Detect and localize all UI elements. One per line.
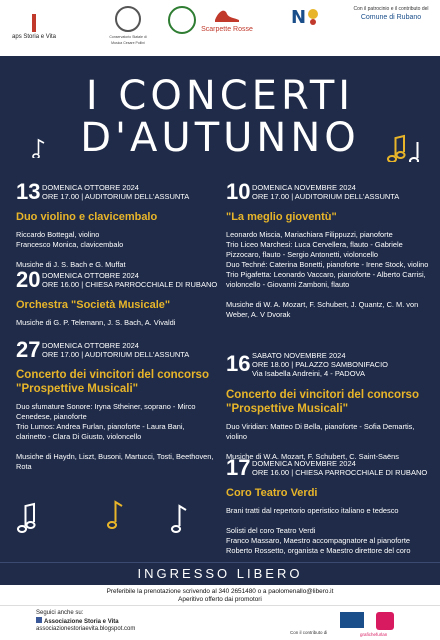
storia-e-vita-mark: [32, 14, 36, 32]
event-detail-line: Franco Massaro, Maestro accompagnatore al pianoforte: [226, 536, 411, 545]
red-shoe-icon: [213, 6, 241, 24]
event-detail-line: Brani tratti dal repertorio operistico italiano e tedesco: [226, 506, 399, 515]
main-panel: [0, 56, 440, 562]
event-place-line: ORE 18.00 | PALAZZO SAMBONIFACIO: [252, 360, 389, 369]
event-place-line: ORE 16.00 | CHIESA PARROCCHIALE DI RUBANO: [252, 468, 428, 477]
conservatorio-label: Conservatorio Statale di Musica Cesare Pollini: [109, 35, 147, 45]
event-date-line: SABATO NOVEMBRE 2024: [252, 351, 346, 360]
patrocinio-label: Con il patrocinio e il contributo del: [353, 6, 429, 12]
event-detail-line: Solisti del coro Teatro Verdi: [226, 526, 316, 535]
blog-link[interactable]: associazionestoriaevita.blogspot.com: [36, 626, 136, 632]
event-detail-line: Riccardo Bottegal, violino: [16, 230, 100, 239]
event-title: Coro Teatro Verdi: [226, 487, 318, 499]
ingresso-libero-banner: INGRESSO LIBERO: [0, 562, 440, 585]
sponsor-logo: [340, 612, 364, 628]
event-date-line: DOMENICA OTTOBRE 2024: [42, 341, 139, 350]
social-links: [36, 610, 135, 633]
svg-text:N: N: [291, 7, 307, 26]
seguici-label: Seguici anche su:: [36, 610, 84, 616]
grafiche-furlan-label: grafichefurlan: [360, 632, 388, 637]
facebook-link[interactable]: [36, 617, 135, 626]
music-notes-icon: [386, 132, 424, 162]
footer: [0, 605, 440, 640]
event-10: [226, 180, 430, 320]
event-date: [226, 348, 430, 384]
event-date: [226, 180, 430, 206]
event-detail-line: Duo sfumature Sonore: Iryna Stheiner, soprano - Mirco Cenedese, pianoforte: [16, 402, 196, 421]
event-17: [226, 456, 434, 556]
green-seal-emblem: [168, 6, 196, 34]
event-place-line: ORE 17.00 | AUDITORIUM DELL'ASSUNTA: [42, 192, 190, 201]
green-seal-logo: [168, 6, 194, 36]
event-place-line: ORE 17.00 | AUDITORIUM DELL'ASSUNTA: [42, 350, 190, 359]
conservatorio-logo: [108, 6, 148, 46]
event-20: [16, 268, 220, 328]
event-title: "La meglio gioventù": [226, 211, 337, 223]
event-day: 27: [16, 337, 41, 362]
event-date-line: DOMENICA NOVEMBRE 2024: [252, 459, 356, 468]
event-detail-line: Musiche di W.A. Mozart, F. Schubert, C. Saint-Saëns: [226, 452, 399, 461]
event-date-line: DOMENICA OTTOBRE 2024: [42, 183, 139, 192]
music-note-icon: [32, 138, 46, 158]
event-details: [226, 506, 434, 556]
event-detail-line: [16, 442, 216, 452]
scarpette-rosse-label: Scarpette Rosse: [201, 26, 253, 33]
event-detail-line: [226, 516, 434, 526]
event-detail-line: Musiche di Haydn, Liszt, Busoni, Martucci, Tosti, Beethoven, Rota: [16, 452, 214, 471]
event-detail-line: Musiche di W. A. Mozart, F. Schubert, J. Quantz, C. M. von Weber, A. V Dvorak: [226, 300, 419, 319]
grafiche-furlan-logo: [376, 612, 394, 630]
event-13: [16, 180, 212, 270]
event-place-line: ORE 17.00 | AUDITORIUM DELL'ASSUNTA: [252, 192, 400, 201]
event-detail-line: Trio Pigafetta: Leonardo Vaccaro, pianoforte - Alberto Carrisi, violoncello - Giovanni Zamboni, flauto: [226, 270, 426, 289]
event-day: 10: [226, 179, 251, 204]
event-title: Duo violino e clavicembalo: [16, 211, 158, 223]
title-line-1: I CONCERTI: [85, 73, 355, 119]
logo-strip: [0, 0, 440, 56]
comune-rubano-logo: [346, 6, 436, 21]
event-detail-line: Musiche di J. S. Bach e G. Muffat: [16, 260, 126, 269]
facebook-icon: [36, 617, 42, 623]
event-date: [16, 268, 220, 294]
event-detail-line: Musiche di G. P. Telemann, J. S. Bach, A. Vivaldi: [16, 318, 176, 327]
music-notes-bottom-icon: [16, 494, 216, 534]
event-detail-line: Francesco Monica, clavicembalo: [16, 240, 124, 249]
event-detail-line: Roberto Rossetto, organista e Maestro direttore del coro: [226, 546, 411, 555]
scarpette-rosse-logo: [200, 6, 254, 33]
event-day: 16: [226, 351, 251, 376]
event-detail-line: Trio Liceo Marchesi: Luca Cervellera, flauto - Gabriele Pizzocaro, flauto - Sergio Antonetti, violoncello: [226, 240, 403, 259]
event-detail-line: Leonardo Miscia, Mariachiara Filippuzzi, pianoforte: [226, 230, 393, 239]
booking-line: Preferibile la prenotazione scrivendo al 340 2651480 o a paolomenallo@libero.it: [106, 588, 334, 595]
circle-logo: [286, 6, 326, 28]
facebook-label: Associazione Storia e Vita: [44, 619, 119, 625]
event-title: Concerto dei vincitori del concorso "Prospettive Musicali": [16, 369, 209, 395]
event-27: [16, 338, 216, 472]
conservatorio-emblem: [115, 6, 141, 32]
event-detail-line: [16, 250, 212, 260]
event-detail-line: Duo Techné: Caterina Bonetti, pianoforte - Irene Stock, violino: [226, 260, 429, 269]
event-details: [226, 230, 430, 320]
title-line-2: D'AUTUNNO: [80, 115, 360, 161]
aperitivo-line: Aperitivo offerto dai promotori: [178, 596, 262, 603]
event-day: 20: [16, 267, 41, 292]
event-detail-line: [226, 442, 430, 452]
event-details: [16, 402, 216, 472]
event-date: [16, 338, 216, 364]
event-detail-line: [226, 290, 430, 300]
event-details: [16, 318, 220, 328]
comune-label: Comune di Rubano: [360, 14, 422, 21]
event-title: Concerto dei vincitori del concorso "Prospettive Musicali": [226, 389, 419, 415]
storia-e-vita-label: aps Storia e Vita: [12, 34, 56, 40]
event-detail-line: Duo Viridian: Matteo Di Bella, pianoforte - Sofia Demartis, violino: [226, 422, 415, 441]
contributo-label: Con il contributo di: [290, 630, 328, 635]
storia-e-vita-logo: [6, 6, 62, 40]
event-date: [16, 180, 212, 206]
event-day: 13: [16, 179, 41, 204]
event-place-line: ORE 16.00 | CHIESA PARROCCHIALE DI RUBANO: [42, 280, 218, 289]
event-date-line: DOMENICA OTTOBRE 2024: [42, 271, 139, 280]
event-date: [226, 456, 434, 482]
event-details: [16, 230, 212, 270]
event-detail-line: Trio Lumos: Andrea Furlan, pianoforte - Laura Bani, clarinetto - Clara Di Giusto, violoncello: [16, 422, 185, 441]
event-address-line: Via Isabella Andreini, 4 - PADOVA: [252, 369, 365, 378]
ni-logo-icon: [291, 6, 321, 26]
event-title: Orchestra "Società Musicale": [16, 299, 171, 311]
event-day: 17: [226, 455, 251, 480]
event-16: [226, 348, 430, 462]
event-date-line: DOMENICA NOVEMBRE 2024: [252, 183, 356, 192]
